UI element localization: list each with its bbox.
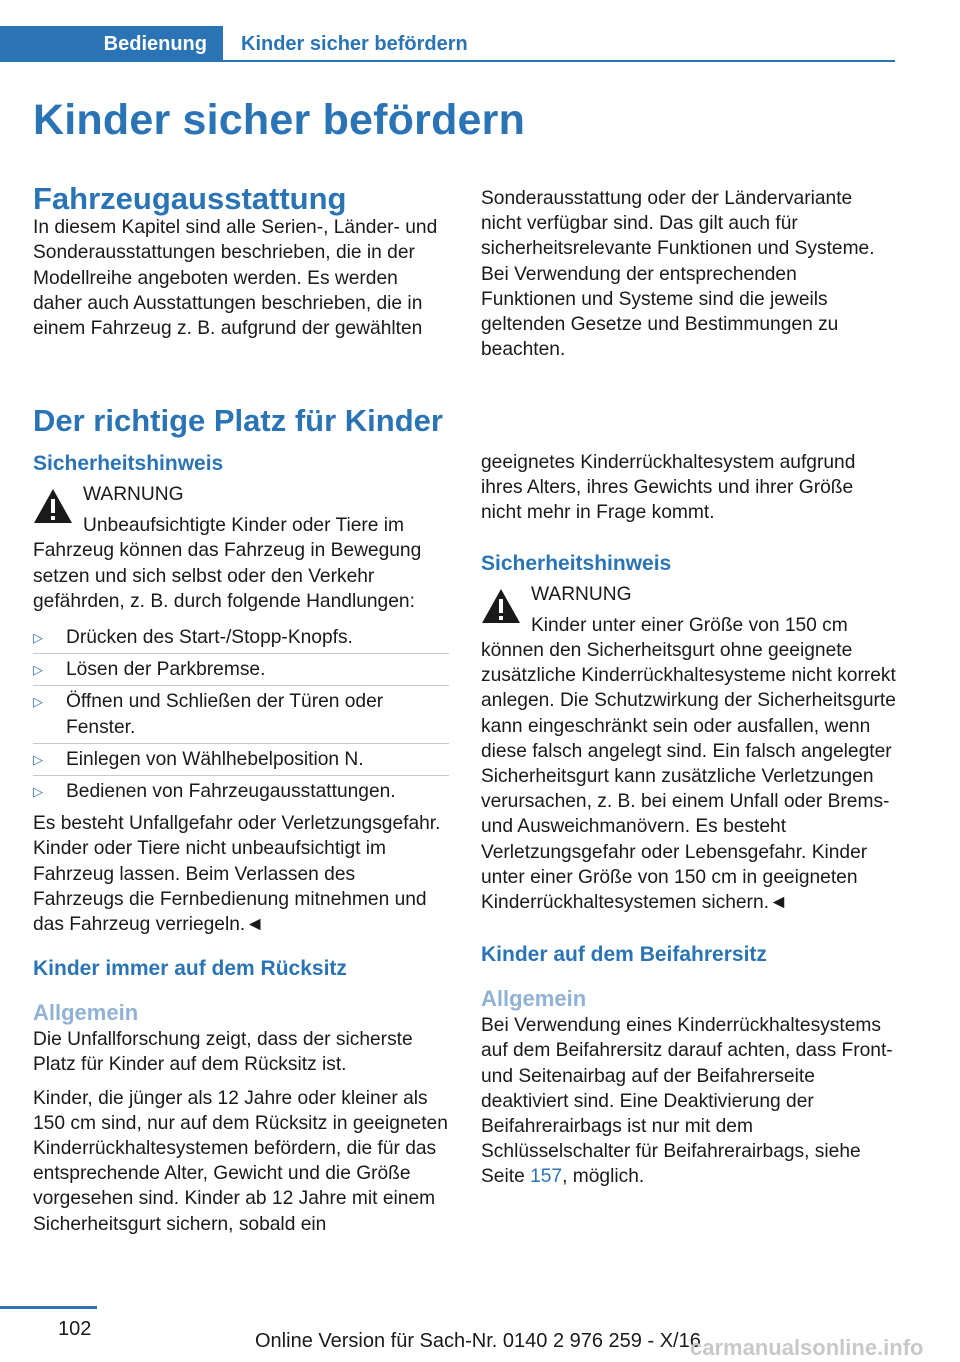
warning-label-1: WARNUNG — [83, 484, 184, 505]
front-subheading: Allgemein — [481, 986, 587, 1012]
front-text: Bei Verwendung eines Kinderrückhaltesystems auf dem Beifahrersitz darauf achten, dass Front- und Seitenairbag auf der Beifahrerseite deaktiviert sind. Eine Deaktivierung der Beifahrerairbags ist nur mit dem Schlüsselschalter für Beifahrerairbags, siehe Seite 157, möglich. — [481, 1015, 893, 1188]
section1-left — [33, 181, 449, 349]
warning-text-2: Kinder unter einer Größe von 150 cm können den Sicherheitsgurt ohne geeignete zusätzliche Kinderrückhaltesysteme nicht korrekt anlegen. Die Schutzwirkung der Sicherheitsgurte kann eingeschränkt sein oder ausfallen, wenn diese falsch angelegt sind. Ein falsch angelegter Sicherheitsgurt kann zusätzliche Verletzungen verursachen, z. B. bei einem Unfall oder Brems- und Ausweichmanövern. Es besteht Verletzungsgefahr oder Lebensgefahr. Kinder unter einer Größe von 150 cm in geeigneten Kinderrückhaltesystemen sichern.◄ — [481, 614, 896, 914]
warning-after-text-1: Es besteht Unfallgefahr oder Verletzungsgefahr. Kinder oder Tiere nicht unbeaufsichtigt im Fahrzeug lassen. Beim Verlassen des Fahrzeugs die Fernbedienung mitnehmen und das Fahrzeug verriegeln.◄ — [33, 813, 441, 936]
triangle-right-icon: ▷ — [33, 751, 43, 767]
section-tab: Bedienung — [0, 26, 223, 62]
triangle-right-icon: ▷ — [33, 630, 43, 646]
triangle-right-icon: ▷ — [33, 784, 43, 800]
warning-triangle-icon — [33, 488, 73, 524]
right-column — [481, 450, 897, 1198]
header-rule — [223, 60, 895, 62]
left-column — [33, 450, 449, 1245]
list-item: ▷ Bedienen von Fahrzeugausstattungen. — [33, 776, 449, 807]
front-heading: Kinder auf dem Beifahrersitz — [481, 943, 767, 967]
triangle-right-icon: ▷ — [33, 662, 43, 678]
list-item: ▷ Einlegen von Wählhebelposition N. — [33, 744, 449, 776]
page-number: 102 — [58, 1318, 92, 1340]
safety2-heading: Sicherheitshinweis — [481, 551, 672, 575]
rear-heading: Kinder immer auf dem Rücksitz — [33, 957, 347, 981]
watermark: carmanualsonline.info — [690, 1335, 924, 1360]
list-item: ▷ Drücken des Start-/Stopp-Knopfs. — [33, 622, 449, 654]
rear-p1: Die Unfallforschung zeigt, dass der sicherste Platz für Kinder auf dem Rücksitz ist. — [33, 1029, 413, 1076]
section1-text-right: Sonderausstattung oder der Ländervariante nicht verfügbar sind. Das gilt auch für sicherheitsrelevante Funktionen und Systeme. Bei Verwendung der entsprechenden Funktionen und Systeme sind die jeweils geltenden Gesetze und Bestimmungen zu beachten. — [481, 188, 875, 361]
section1-heading: Fahrzeugausstattung — [33, 181, 347, 216]
section1-right — [481, 186, 897, 370]
online-version: Online Version für Sach-Nr. 0140 2 976 259 - X/16 — [255, 1330, 701, 1352]
page-title: Kinder sicher befördern — [33, 96, 526, 144]
list-item: ▷ Öffnen und Schließen der Türen oder Fenster. — [33, 686, 449, 743]
safety1-heading: Sicherheitshinweis — [33, 452, 224, 475]
page-number-rule — [0, 1306, 97, 1309]
section1-text-left: In diesem Kapitel sind alle Serien-, Länder- und Sonderausstattungen beschrieben, die in der Modellreihe angeboten werden. Es werden daher auch Ausstattungen beschrieben, die in einem Fahrzeug z. B. aufgrund der gewählten — [33, 217, 438, 340]
rear-subheading: Allgemein — [33, 1000, 139, 1026]
rear-p2-continued: geeignetes Kinderrückhaltesystem aufgrund ihres Alters, ihres Gewichts und ihrer Größe nicht mehr in Frage kommt. — [481, 452, 856, 524]
warning-block-1 — [33, 482, 449, 507]
warning-label-2: WARNUNG — [531, 583, 632, 605]
action-list — [33, 622, 449, 807]
list-item: ▷ Lösen der Parkbremse. — [33, 654, 449, 686]
rear-p2: Kinder, die jünger als 12 Jahre oder kleiner als 150 cm sind, nur auf dem Rücksitz in geeigneten Kinderrückhaltesystemen befördern, die für das entsprechende Alter, Gewicht und die Größe vorgesehen sind. Kinder ab 12 Jahre mit einem Sicherheitsgurt sichern, sobald ein — [33, 1087, 448, 1235]
warning-block-2 — [481, 582, 897, 607]
page-link[interactable]: 157 — [530, 1166, 563, 1188]
triangle-right-icon: ▷ — [33, 694, 43, 710]
warning-triangle-icon — [481, 588, 521, 624]
warning-text-1: Unbeaufsichtigte Kinder oder Tiere im Fahrzeug können das Fahrzeug in Bewegung setzen und sich selbst oder den Verkehr gefährden, z. B. durch folgende Handlungen: — [33, 515, 422, 612]
section2-heading: Der richtige Platz für Kinder — [33, 403, 443, 438]
chapter-tab: Kinder sicher befördern — [241, 33, 468, 55]
